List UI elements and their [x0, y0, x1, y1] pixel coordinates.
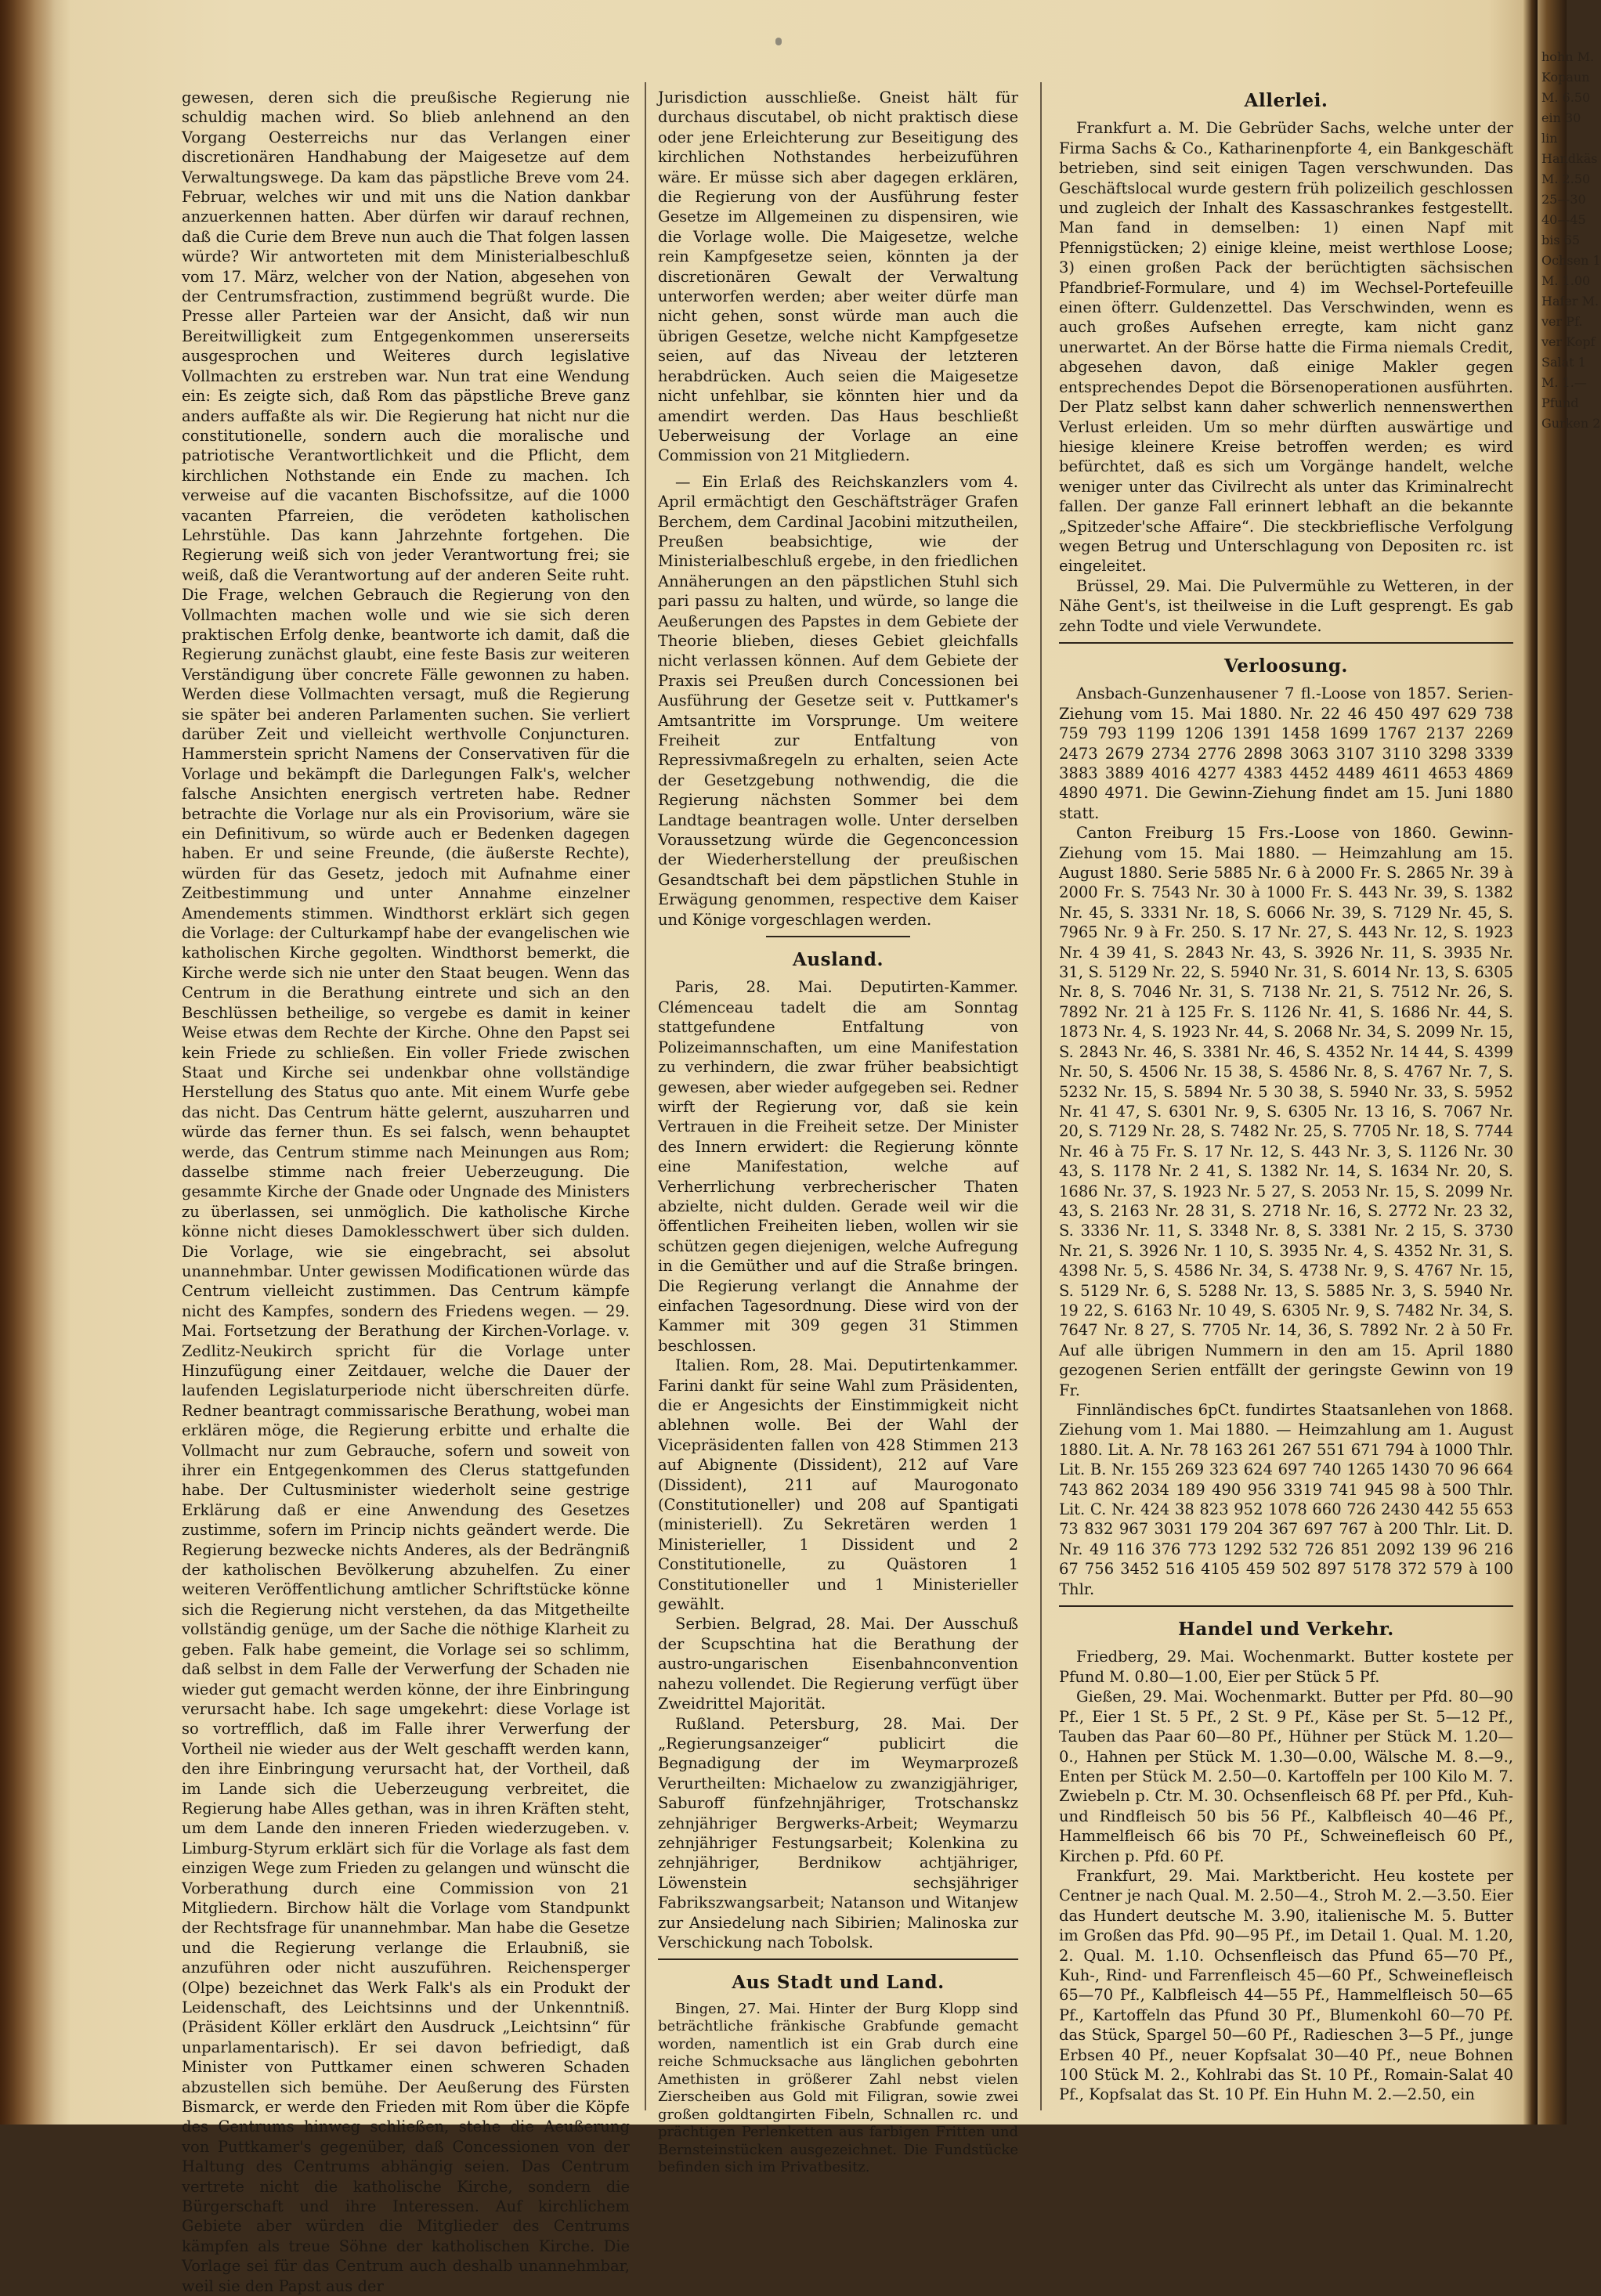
margin-fragment: M. 1.00: [1541, 273, 1591, 288]
market-friedberg: Friedberg, 29. Mai. Wochenmarkt. Butter kostete per Pfund M. 0.80—1.00, Eier per Stück 5 Pf.: [1059, 1648, 1513, 1686]
article-serbien: Serbien. Belgrad, 28. Mai. Der Ausschuß der Scupschtina hat die Berathung der austro-ungarischen Eisenbahnconvention nahezu vollendet. Die Regierung verfügt über Zweidrittel Majorität.: [658, 1615, 1018, 1713]
margin-fragment: 40—45: [1541, 212, 1586, 227]
margin-fragment: M. 2.50: [1541, 171, 1591, 186]
article-bingen: Bingen, 27. Mai. Hinter der Burg Klopp sind beträchtliche fränkische Grabfunde gemacht worden, namentlich ist ein Grab durch eine reiche Schmucksache aus länglichen gebohrten Amethisten in größerer Zahl nebst vielen Zierscheiben aus Gold mit Filigran, sowie zwei großen goldtangirten Fibeln, Schnallen rc. und prächtigen Perlenketten aus farbigen Fritten und Bernsteinstücken ausgezeichnet. Die Fundstücke befinden sich im Privatbesitz.: [658, 2000, 1018, 2176]
column-3: [1059, 88, 1513, 2108]
article-frankfurt-sachs: Frankfurt a. M. Die Gebrüder Sachs, welche unter der Firma Sachs & Co., Katharinenpforte 4, ein Bankgeschäft betrieben, sind seit einigen Tagen verschwunden. Das Geschäftslocal wurde gestern früh polizeilich geschlossen und zugleich der Inhalt des Kassaschrankes festgestellt. Man fand in demselben: 1) einen Napf mit Pfennigstücken; 2) einige kleine, meist werthlose Loose; 3) einen großen Pack der berüchtigten sächsischen Pfandbrief-Formulare, und 4) im Wechsel-Portefeuille einen öfterr. Guldenzettel. Das Verschwinden, wenn es auch großes Aufsehen erregte, kam nicht ganz unerwartet. An der Börse hatte die Firma niemals Credit, abgesehen davon, daß einige Makler gegen entsprechendes Depot die Börsenoperationen ausführten. Der Platz selbst kann daher schwerlich nennenswerthen Verlust erleiden. Um so mehr dürften auswärtige und hiesige kleinere Kreise betroffen werden; es wird befürchtet, daß es sich um Vorgänge handelt, welche weniger unter das Civilrecht als unter das Kriminalrecht fallen. Der ganze Fall erinnert lebhaft an die bekannte „Spitzeder'sche Affaire“. Die steckbrieflische Verfolgung wegen Betrug und Unterschlagung von Depositen rc. ist eingeleitet.: [1059, 119, 1513, 576]
margin-fragment: bis 65: [1541, 233, 1581, 247]
binding-shadow: [0, 0, 70, 2125]
section-divider: [766, 936, 910, 937]
margin-fragment: lin: [1541, 131, 1558, 146]
margin-fragment: Hafer M.: [1541, 294, 1599, 309]
article-reichskanzler-erlass: — Ein Erlaß des Reichskanzlers vom 4. April ermächtigt den Geschäftsträger Grafen Berchem, dem Cardinal Jacobini mitzutheilen, Preußen beabsichtige, wie der Ministerialbeschluß ergebe, in den friedlichen Annäherungen an den päpstlichen Stuhl sich pari passu zu halten, und würde, so lange die Aeußerungen des Papstes in dem Gebiete der Theorie blieben, dieses Gebiet gleichfalls nicht verlassen können. Auf dem Gebiete der Praxis sei Preußen durch Concessionen bei Ausführung der Gesetze seit v. Puttkamer's Amtsantritte im Vorsprunge. Um weitere Freiheit zur Entfaltung von Repressivmaßregeln zu erhalten, seien Acte der Gesetzgebung nothwendig, die die Regierung nächsten Sommer bei dem Landtage beantragen wolle. Unter derselben Voraussetzung würde die Gegenconcession der Wiederherstellung der preußischen Gesandtschaft bei dem päpstlichen Stuhle in Erwägung genommen, respective dem Kaiser und Könige vorgeschlagen werden.: [658, 472, 1018, 929]
page-fold: [1523, 0, 1538, 2125]
margin-fragment: 25—30: [1541, 192, 1586, 207]
section-heading-handel: Handel und Verkehr.: [1178, 1619, 1394, 1641]
section-heading-allerlei: Allerlei.: [1244, 90, 1328, 111]
lottery-finnland: Finnländisches 6pCt. fundirtes Staatsanlehen von 1868. Ziehung vom 1. Mai 1880. — Heimzahlung am 1. August 1880. Lit. A. Nr. 78 163 261 267 551 671 794 à 1000 Thlr. Lit. B. Nr. 155 269 323 624 697 740 1265 1430 70 96 664 743 862 2034 189 490 956 3319 741 945 98 à 500 Thlr. Lit. C. Nr. 424 38 823 952 1078 660 726 2430 442 55 653 73 832 967 3031 179 204 367 697 767 à 200 Thlr. Lit. D. Nr. 49 116 376 773 1292 532 726 851 2092 139 96 216 67 756 3452 516 4105 459 502 897 5178 372 579 à 100 Thlr.: [1059, 1401, 1513, 1598]
adjacent-page-edge: [1541, 47, 1601, 1848]
market-frankfurt: Frankfurt, 29. Mai. Marktbericht. Heu kostete per Centner je nach Qual. M. 2.50—4., Stroh M. 2.—3.50. Eier das Hundert deutsche M. 3.90, italienische M. 5. Butter im Großen das Pfd. 90—95 Pf., im Detail 1. Qual. M. 1.20, 2. Qual. M. 1.10. Ochsenfleisch das Pfund 65—70 Pf., Kuh-, Rind- und Farrenfleisch 45—60 Pf., Schweinefleisch 65—70 Pf., Kalbfleisch 44—55 Pf., Hammelfleisch 50—65 Pf., Kartoffeln das Pfund 30 Pf., Blumenkohl 60—70 Pf. das Stück, Spargel 50—60 Pf., Radieschen 3—5 Pf., junge Erbsen 40 Pf., neuer Kopfsalat 30—40 Pf., neue Bohnen 100 Stück M. 2., Kohlrabi das St. 10 Pf., Romain-Salat 40 Pf., Kopfsalat das St. 10 Pf. Ein Huhn M. 2.—2.50, ein: [1059, 1866, 1513, 2104]
market-giessen: Gießen, 29. Mai. Wochenmarkt. Butter per Pfd. 80—90 Pf., Eier 1 St. 5 Pf., 2 St. 9 Pf., Käse per St. 5—12 Pf., Tauben das Paar 60—80 Pf., Hühner per Stück M. 1.20—0., Hahnen per Stück M. 1.30—0.00, Wälsche M. 8.—9., Enten per Stück M. 2.50—0. Kartoffeln per 100 Kilo M. 7. Zwiebeln p. Ctr. M. 30. Ochsenfleisch 68 Pf. per Pfd., Kuh- und Rindfleisch 50 bis 56 Pf., Kalbfleisch 40—46 Pf., Hammelfleisch 66 bis 70 Pf., Schweinefleisch 60 Pf., Kirchen p. Pfd. 60 Pf.: [1059, 1688, 1513, 1865]
column-rule-1: [645, 82, 646, 2110]
margin-fragment: Pfund: [1541, 395, 1579, 410]
article-bruessel: Brüssel, 29. Mai. Die Pulvermühle zu Wetteren, in der Nähe Gent's, ist theilweise in die Luft gesprengt. Es gab zehn Todte und viele Verwundete.: [1059, 576, 1513, 635]
margin-fragment: Salat 1: [1541, 355, 1586, 370]
column-1: [182, 88, 630, 2295]
margin-fragment: ver Kopf: [1541, 334, 1596, 349]
section-heading-verloosung: Verloosung.: [1224, 655, 1348, 677]
section-divider: [1059, 1605, 1513, 1607]
section-divider: [658, 1958, 1018, 1960]
column-2: [658, 88, 1018, 2176]
lottery-freiburg: Canton Freiburg 15 Frs.-Loose von 1860. Gewinn-Ziehung vom 15. Mai 1880. — Heimzahlung am 15. August 1880. Serie 5885 Nr. 6 à 2000 Fr. S. 2865 Nr. 39 à 2000 Fr. S. 7543 Nr. 30 à 1000 Fr. S. 443 Nr. 39, S. 1382 Nr. 45, S. 3331 Nr. 18, S. 6066 Nr. 39, S. 7129 Nr. 45, S. 7965 Nr. 9 à Fr. 250. S. 17 Nr. 27, S. 443 Nr. 12, S. 1923 Nr. 4 39 41, S. 2843 Nr. 43, S. 3926 Nr. 11, S. 3935 Nr. 31, S. 5129 Nr. 22, S. 5940 Nr. 31, S. 6014 Nr. 13, S. 6305 Nr. 8, S. 7046 Nr. 31, S. 7138 Nr. 21, S. 7512 Nr. 26, S. 7892 Nr. 21 à 125 Fr. S. 1126 Nr. 41, S. 1686 Nr. 44, S. 1873 Nr. 4, S. 1923 Nr. 44, S. 2068 Nr. 34, S. 2099 Nr. 15, S. 2843 Nr. 46, S. 3381 Nr. 46, S. 4352 Nr. 14 44, S. 4399 Nr. 50, S. 4506 Nr. 15 38, S. 4586 Nr. 8, S. 4767 Nr. 7, S. 5232 Nr. 15, S. 5894 Nr. 5 30 38, S. 5940 Nr. 33, S. 5952 Nr. 41 47, S. 6301 Nr. 9, S. 6305 Nr. 13 16, S. 7067 Nr. 20, S. 7129 Nr. 28, S. 7482 Nr. 25, S. 7705 Nr. 18, S. 7744 Nr. 46 à 75 Fr. S. 17 Nr. 12, S. 443 Nr. 3, S. 1126 Nr. 30 43, S. 1178 Nr. 2 41, S. 1382 Nr. 14, S. 1634 Nr. 20, S. 1686 Nr. 37, S. 1923 Nr. 5 27, S. 2053 Nr. 15, S. 2099 Nr. 43, S. 2163 Nr. 28 31, S. 2718 Nr. 16, S. 2772 Nr. 23 32, S. 3336 Nr. 11, S. 3348 Nr. 8, S. 3381 Nr. 2 15, S. 3730 Nr. 21, S. 3926 Nr. 1 10, S. 3935 Nr. 4, S. 4352 Nr. 31, S. 4398 Nr. 5, S. 4586 Nr. 34, S. 4738 Nr. 9, S. 4767 Nr. 15, S. 5129 Nr. 6, S. 5288 Nr. 13, S. 5885 Nr. 3, S. 5940 Nr. 19 22, S. 6163 Nr. 10 49, S. 6305 Nr. 9, S. 7482 Nr. 34, S. 7647 Nr. 8 27, S. 7705 Nr. 14, 36, S. 7892 Nr. 2 à 50 Fr. Auf alle übrigen Nummern in den am 15. April 1880 gezogenen Serien entfällt der geringste Gewinn von 19 Fr.: [1059, 824, 1513, 1399]
article-russland: Rußland. Petersburg, 28. Mai. Der „Regierungsanzeiger“ publicirt die Begnadigung der im Weymarprozeß Verurtheilten: Michaelow zu zwanzigjähriger, Saburoff fünfzehnjähriger, Trotschanskz zehnjähriger Bergwerks-Arbeit; Weymarzu zehnjähriger Festungsarbeit; Kolenkina zu zehnjähriger, Berdnikow achtjähriger, Löwenstein sechsjähriger Fabrikszwangsarbeit; Natanson und Witanjew zur Ansiedelung nach Sibirien; Malinoska zur Verschickung nach Tobolsk.: [658, 1714, 1018, 1951]
column-rule-2: [1040, 82, 1042, 2110]
section-heading-ausland: Ausland.: [793, 949, 884, 971]
margin-fragment: ver Pf.: [1541, 314, 1583, 329]
margin-fragment: Ochsen 1: [1541, 253, 1601, 268]
margin-fragment: Kopaun: [1541, 70, 1590, 85]
margin-fragment: Handkäs: [1541, 151, 1598, 166]
margin-fragment: M. 1.—: [1541, 375, 1587, 390]
section-divider: [1059, 642, 1513, 644]
margin-fragment: Gurken 2: [1541, 416, 1601, 431]
article-debate-continued: Jurisdiction ausschließe. Gneist hält für durchaus discutabel, ob nicht praktisch diese oder jene Erleichterung zur Beseitigung des kirchlichen Nothstandes herbeizuführen wäre. Er müsse sich aber dagegen erklären, die Regierung von der Ausführung fester Gesetze im Allgemeinen zu dispensiren, wie die Vorlage wolle. Die Maigesetze, welche rein Kampfgesetze seien, könnten ja der discretionären Gewalt der Verwaltung unterworfen werden; aber weiter dürfe man nicht gehen, sonst würde man auch die übrigen Gesetze, welche nicht Kampfgesetze seien, auf das Niveau der letzteren herabdrücken. Auch seien die Maigesetze nicht unfehlbar, sie könnten hier und da amendirt werden. Das Haus beschließt Ueberweisung der Vorlage an eine Commission von 21 Mitgliedern.: [658, 88, 1018, 465]
lottery-ansbach: Ansbach-Gunzenhausener 7 fl.-Loose von 1857. Serien-Ziehung vom 15. Mai 1880. Nr. 22 46 450 497 629 738 759 793 1199 1206 1391 1458 1699 1767 2137 2269 2473 2679 2734 2776 2898 3063 3107 3110 3298 3339 3883 3889 4016 4277 4383 4452 4489 4611 4653 4869 4890 4971. Die Gewinn-Ziehung findet am 15. Juni 1880 statt.: [1059, 684, 1513, 822]
article-parliament-debate: gewesen, deren sich die preußische Regierung nie schuldig machen wird. So blieb anlehnend an den Vorgang Oesterreichs nur das Verlangen einer discretionären Handhabung der Maigesetze auf dem Verwaltungswege. Da kam das päpstliche Breve vom 24. Februar, welches wir und mit uns die Nation dankbar anzuerkennen hatten. Aber dürfen wir darauf rechnen, daß die Curie dem Breve nun auch die That folgen lassen würde? Wir antworteten mit dem Ministerialbeschluß vom 17. März, welcher von der Nation, abgesehen von der Centrumsfraction, zustimmend begrüßt wurde. Die Presse aller Parteien war der Ansicht, daß wir nun Bereitwilligkeit zum Entgegenkommen unsererseits ausgesprochen und Weiteres durch legislative Vollmachten zu erstreben war. Nun trat eine Wendung ein: Es zeigte sich, daß Rom das päpstliche Breve ganz anders auffaßte als wir. Die Regierung hat nicht nur die constitutionelle, sondern auch die moralische und patriotische Verantwortlichkeit und die Pflicht, dem kirchlichen Nothstande ein Ende zu machen. Ich verweise auf die vacanten Bischofssitze, auf die 1000 vacanten Pfarreien, die verödeten katholischen Lehrstühle. Das kann Jahrzehnte fortgehen. Die Regierung weiß sich von jeder Verantwortung frei; sie weiß, daß die Verantwortung auf der anderen Seite ruht. Die Frage, welchen Gebrauch die Regierung von den Vollmachten machen wolle und wie sie sich deren praktischen Erfolg denke, beantworte ich damit, daß die Regierung zunächst glaubt, eine feste Basis zur weiteren Verständigung über concrete Fälle gewonnen zu haben. Werden diese Vollmachten versagt, muß die Regierung sie später bei anderen Parlamenten suchen. Sie verliert darüber Zeit und vielleicht werthvolle Conjuncturen. Hammerstein spricht Namens der Conservativen für die Vorlage und bekämpft die Darlegungen Falk's, welcher falsche Ansichten energisch vertreten habe. Redner betrachte die Vorlage nur als ein Provisorium, wäre sie ein Definitivum, so würde auch er Bedenken dagegen haben. Er und seine Freunde, (die äußerste Rechte), würden für das Gesetz, jedoch mit Aufnahme einer Zeitbestimmung und unter Annahme einzelner Amendements stimmen. Windthorst erklärt sich gegen die Vorlage: der Culturkampf habe der evangelischen wie katholischen Kirche gegolten. Windthorst bemerkt, die Kirche werde sich nie unter den Staat beugen. Wenn das Centrum in die Berathung eintrete und sich an den Beschlüssen betheilige, so vergebe es damit in keiner Weise etwas dem Rechte der Kirche. Ohne den Papst sei kein Friede zu schließen. Ein voller Friede zwischen Staat und Kirche sei undenkbar ohne vollständige Herstellung des Status quo ante. Mit einem Wurfe gebe das nicht. Das Centrum hätte gelernt, auszuharren und würde das ferner thun. Es sei falsch, wenn behauptet werde, das Centrum stimme nach Meinungen aus Rom; dasselbe stimme nach freier Ueberzeugung. Die gesammte Kirche der Gnade oder Ungnade des Ministers zu überlassen, sei unmöglich. Die katholische Kirche könne nicht dieses Damoklesschwert über sich dulden. Die Vorlage, wie sie eingebracht, sei absolut unannehmbar. Unter gewissen Modificationen würde das Centrum vielleicht zustimmen. Das Centrum kämpfe nicht des Kampfes, sondern des Friedens wegen. — 29. Mai. Fortsetzung der Berathung der Kirchen-Vorlage. v. Zedlitz-Neukirch spricht für die Vorlage unter Hinzufügung einer Zeitdauer, welche die Dauer der laufenden Legislaturperiode nicht überschreiten dürfe. Redner beantragt commissarische Berathung, wobei man erklären möge, die Regierung erbitte und erhalte die Vollmacht nur zum Gebrauche, sofern und soweit von ihrer ein Entgegenkommen des Clerus stattgefunden habe. Der Cultusminister wiederholt seine gestrige Erklärung daß er eine Anwendung des Gesetzes zustimme, sofern im Princip nichts geändert werde. Die Regierung bezwecke nichts Anderes, als der Bedrängniß der katholischen Bevölkerung abzuhelfen. Zu einer weiteren Veröffentlichung amtlicher Schriftstücke könne sich die Regierung nicht verstehen, da das Mitgetheilte vollständig genüge, um der Sache die nöthige Klarheit zu geben. Falk habe gemeint, die Vorlage sei so schlimm, daß selbst in dem Falle der Verwerfung der Schaden nie wieder gut gemacht werden könne, der ihre Einbringung verursacht habe. Ich sage umgekehrt: diese Vorlage ist so vortrefflich, daß im Falle ihrer Verwerfung der Vortheil nie wieder aus der Welt geschafft werden kann, den ihre Einbringung verursacht hat, der Vortheil, daß im Lande sich die Ueberzeugung verbreitet, die Regierung habe Alles gethan, was in ihren Kräften steht, um dem Lande den inneren Frieden wiederzugeben. v. Limburg-Styrum erklärt sich für die Vorlage als fast dem einzigen Wege zum Frieden zu gelangen und wünscht die Vorberathung durch eine Commission von 21 Mitgliedern. Birchow hält die Vorlage vom Standpunkt der Rechtsfrage für unannehmbar. Man habe die Gesetze und die Regierung verlange die Erlaubniß, sie anzuführen oder nicht auszuführen. Reichensperger (Olpe) bezeichnet das Werk Falk's als ein Produkt der Leidenschaft, des Leichtsinns und der Unkenntniß. (Präsident Köller erklärt den Ausdruck „Leichtsinn“ für unparlamentarisch). Er sei davon befriedigt, daß Minister von Puttkamer einen schweren Schaden abzustellen sich bemühe. Der Aeußerung des Fürsten Bismarck, er werde den Frieden mit Rom über die Köpfe des Centrums hinweg schließen, stehe die Aeußerung von Puttkamer's gegenüber, daß Concessionen von der Haltung des Centrums abhängig seien. Das Centrum vertrete nicht die katholische Kirche, sondern die Bürgerschaft und ihre Interessen. Auf kirchlichem Gebiete aber würden die Mitglieder des Centrums kämpfen als treue Söhne der katholischen Kirche. Die Vorlage sei für das Centrum auch deshalb unannehmbar, weil sie den Papst aus der: [182, 88, 630, 2295]
margin-fragment: hohn M.: [1541, 49, 1595, 64]
article-paris: Paris, 28. Mai. Deputirten-Kammer. Clémenceau tadelt die am Sonntag stattgefundene Entfaltung von Polizeimannschaften, um eine Manifestation zu verhindern, die zwar früher beabsichtigt gewesen, aber wieder aufgegeben sei. Redner wirft der Regierung vor, daß sie kein Vertrauen in die Freiheit setze. Der Minister des Innern erwidert: die Regierung könnte eine Manifestation, welche auf Verherrlichung verbrecherischer Thaten abzielte, nicht dulden. Gerade weil wir die öffentlichen Freiheiten lieben, wollen wir sie schützen gegen diejenigen, welche Aufregung in die Gemüther und auf die Straße bringen. Die Regierung verlangt die Annahme der einfachen Tagesordnung. Diese wird von der Kammer mit 309 gegen 31 Stimmen beschlossen.: [658, 978, 1018, 1355]
margin-fragment: ein 30: [1541, 110, 1581, 125]
binding-thread-mark: [775, 38, 782, 45]
section-heading-stadt-und-land: Aus Stadt und Land.: [732, 1972, 945, 1994]
margin-fragment: M. 6.50: [1541, 90, 1591, 105]
article-italien: Italien. Rom, 28. Mai. Deputirtenkammer. Farini dankt für seine Wahl zum Präsidenten, die er Angesichts der Einstimmigkeit nicht ablehnen wolle. Bei der Wahl der Vicepräsidenten fallen von 428 Stimmen 213 auf Abignente (Dissident), 212 auf Vare (Dissident), 211 auf Maurogonato (Constitutioneller) und 208 auf Spantigati (ministeriell). Zu Sekretären werden 1 Ministerieller, 1 Dissident und 2 Constitutionelle, zu Quästoren 1 Constitutioneller und 1 Ministerieller gewählt.: [658, 1356, 1018, 1614]
